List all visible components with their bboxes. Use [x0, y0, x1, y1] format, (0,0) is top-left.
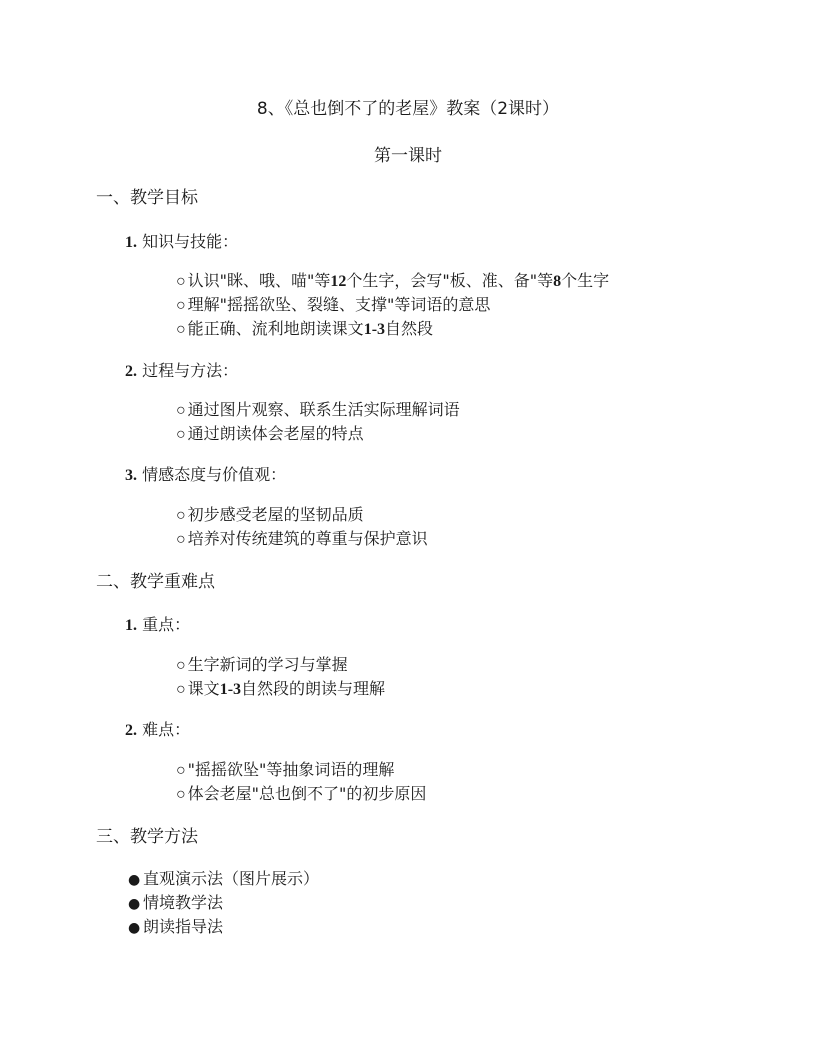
subsection-emotion-values [125, 463, 286, 488]
section-heading-methods: 三、教学方法 [96, 827, 198, 847]
circle-bullet-icon: ○ [176, 507, 186, 524]
subsection-difficulties [125, 718, 190, 743]
circle-bullet-icon: ○ [176, 657, 186, 674]
list-item: ○ "摇摇欲坠"等抽象词语的理解 [176, 758, 394, 783]
lesson-subtitle: 第一课时 [374, 146, 442, 166]
subsection-number: 1. [125, 234, 137, 251]
subsection-label: 难点： [142, 720, 191, 739]
circle-bullet-icon: ○ [176, 321, 186, 338]
subsection-number: 2. [125, 363, 137, 380]
circle-bullet-icon: ○ [176, 786, 186, 803]
subsection-number: 1. [125, 617, 137, 634]
list-item: ○ 理解"摇摇欲坠、裂缝、支撑"等词语的意思 [176, 293, 490, 318]
subsection-label: 情感态度与价值观： [142, 465, 287, 484]
list-item: ○ 能正确、流利地朗读课文1-3自然段 [176, 317, 433, 342]
list-item: ● 直观演示法（图片展示） [128, 867, 319, 892]
dot-bullet-icon: ● [128, 896, 141, 912]
dot-bullet-icon: ● [128, 920, 141, 936]
subsection-key-points [125, 613, 190, 638]
list-item: ○ 初步感受老屋的坚韧品质 [176, 503, 364, 528]
list-item: ○ 培养对传统建筑的尊重与保护意识 [176, 527, 428, 552]
subsection-number: 3. [125, 467, 137, 484]
circle-bullet-icon: ○ [176, 681, 186, 698]
list-item: ○ 通过图片观察、联系生活实际理解词语 [176, 398, 460, 423]
list-item: ○ 认识"眯、哦、喵"等12个生字，会写"板、准、备"等8个生字 [176, 269, 609, 294]
subsection-knowledge-skills [125, 230, 238, 255]
section-heading-objectives: 一、教学目标 [96, 188, 198, 208]
list-item: ● 朗读指导法 [128, 915, 223, 940]
subsection-label: 重点： [142, 615, 191, 634]
list-item: ○ 课文1-3自然段的朗读与理解 [176, 677, 385, 702]
circle-bullet-icon: ○ [176, 762, 186, 779]
list-item: ○ 生字新词的学习与掌握 [176, 653, 348, 678]
subsection-label: 知识与技能： [142, 232, 239, 251]
circle-bullet-icon: ○ [176, 273, 186, 290]
section-heading-key-points: 二、教学重难点 [96, 572, 215, 592]
subsection-label: 过程与方法： [142, 361, 239, 380]
circle-bullet-icon: ○ [176, 531, 186, 548]
subsection-number: 2. [125, 722, 137, 739]
circle-bullet-icon: ○ [176, 297, 186, 314]
subsection-process-methods [125, 359, 238, 384]
circle-bullet-icon: ○ [176, 426, 186, 443]
list-item: ○ 通过朗读体会老屋的特点 [176, 422, 364, 447]
circle-bullet-icon: ○ [176, 402, 186, 419]
list-item: ● 情境教学法 [128, 891, 223, 916]
document-title: 8、《总也倒不了的老屋》教案（2课时） [256, 99, 560, 119]
list-item: ○ 体会老屋"总也倒不了"的初步原因 [176, 782, 426, 807]
dot-bullet-icon: ● [128, 872, 141, 888]
